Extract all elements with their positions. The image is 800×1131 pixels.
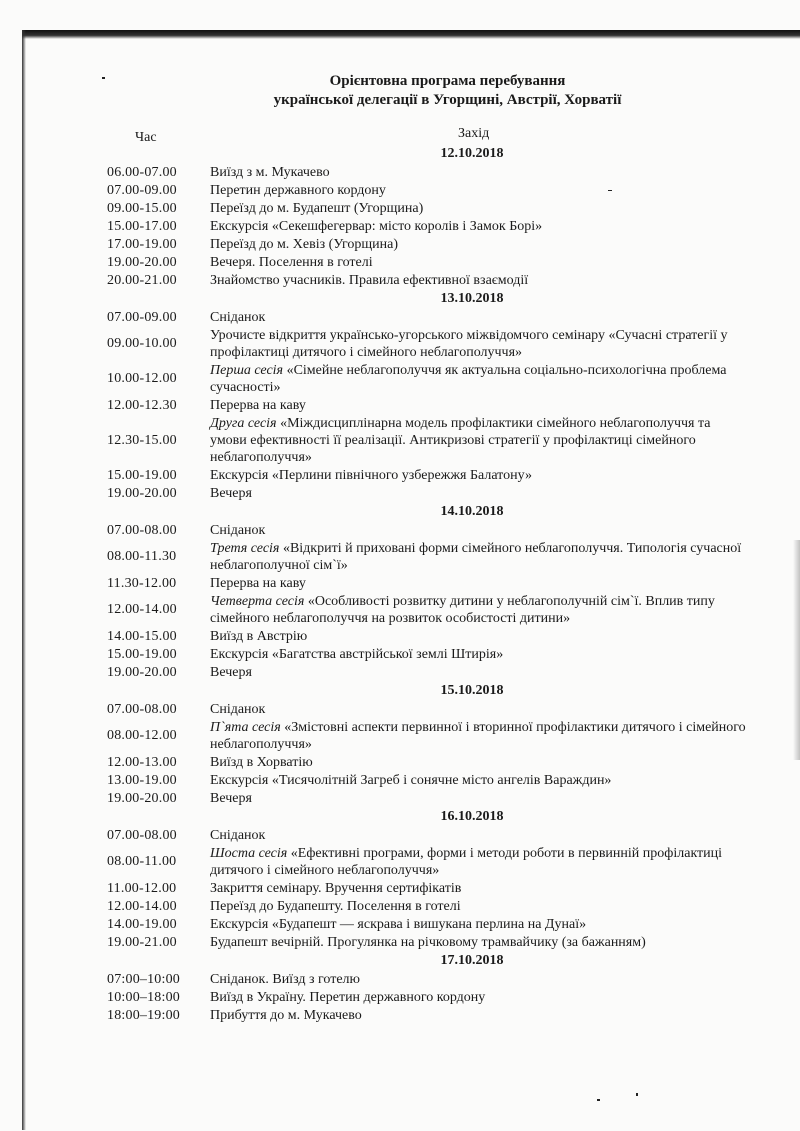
time-slot: 12.00-14.00 [107,898,177,914]
time-slot: 08.00-12.00 [107,728,177,743]
event-description [210,414,747,466]
schedule-row [107,718,747,753]
scan-shadow-top [22,30,800,39]
time-slot: 19.00-21.00 [107,934,177,950]
schedule-row [107,574,747,592]
event-text: Екскурсія «Багатства австрійської землі Штирія» [210,646,504,662]
time-slot: 09.00-10.00 [107,336,177,351]
column-header-time: Час [135,130,157,145]
event-text: Закриття семінару. Вручення сертифікатів [210,880,462,896]
schedule-row [107,326,747,361]
schedule-row [107,663,747,681]
time-slot: 14.00-15.00 [107,628,177,644]
schedule-row [107,253,747,271]
title-line-2: української делегації в Угорщині, Австрії, Хорватії [273,92,622,108]
schedule-row [107,361,747,396]
event-text: Переїзд до м. Хевіз (Угорщина) [210,236,399,252]
event-text: Вечеря [210,485,252,501]
schedule-row [107,539,747,574]
event-text: Сніданок [210,309,266,325]
event-description [210,163,747,181]
scan-shadow-left [22,30,26,1130]
schedule-row [107,592,747,627]
schedule-row [107,826,747,844]
schedule-row [107,627,747,645]
schedule-row [107,217,747,235]
event-description [210,645,747,663]
event-text: Екскурсія «Секешфегервар: місто королів і Замок Борі» [210,218,543,234]
schedule-row [107,414,747,466]
event-text: Сніданок. Виїзд з готелю [210,971,360,987]
time-slot: 20.00-21.00 [107,272,177,288]
event-description [210,181,747,199]
time-slot: 12.00-13.00 [107,754,177,770]
event-text: Екскурсія «Тисячолітній Загреб і сонячне місто ангелів Вараждин» [210,772,612,788]
session-label: Перша сесія [210,362,284,378]
time-slot: 08.00-11.00 [107,854,177,869]
time-slot: 15.00-19.00 [107,646,177,662]
event-text: «Сімейне неблагополуччя як актуальна соціально-психологічна проблема сучасності» [210,362,727,395]
time-slot: 07.00-08.00 [107,827,177,843]
schedule-row [107,271,747,289]
event-text: Вечеря [210,790,252,806]
event-text: Виїзд в Хорватію [210,754,313,770]
event-text: Виїзд в Україну. Перетин державного кордону [210,989,486,1005]
schedule-row [107,700,747,718]
schedule-row [107,181,747,199]
schedule-row [107,308,747,326]
event-description [210,308,747,326]
document-title [0,72,800,110]
event-description [210,326,747,361]
event-description [210,592,747,627]
day-date-heading: 12.10.2018 [440,146,504,161]
schedule-row [107,645,747,663]
event-description [210,826,747,844]
event-description [210,217,747,235]
time-slot: 10:00–18:00 [107,989,180,1005]
event-description [210,879,747,897]
session-label: Третя сесія [210,540,280,556]
event-description [210,771,747,789]
schedule-row [107,897,747,915]
schedule-row [107,199,747,217]
event-text: Сніданок [210,522,266,538]
event-description [210,718,747,753]
event-text: «Міждисциплінарна модель профілактики сімейного неблагополуччя та умови ефективності її реалізації. Антикризові стратегії у профілактиці сімейного неблагополуччя» [210,415,711,465]
event-description [210,199,747,217]
time-slot: 15.00-17.00 [107,218,177,234]
day-date-heading: 16.10.2018 [440,809,504,824]
event-text: Вечеря [210,664,252,680]
time-slot: 12.00-14.00 [107,602,177,617]
time-slot: 17.00-19.00 [107,236,177,252]
event-text: Виїзд з м. Мукачево [210,164,330,180]
event-description [210,521,747,539]
day-date-heading: 17.10.2018 [440,953,504,968]
event-description [210,915,747,933]
event-description [210,789,747,807]
event-description [210,933,747,951]
event-description [210,700,747,718]
event-description [210,574,747,592]
event-text: «Відкриті й приховані форми сімейного неблагополуччя. Типологія сучасної неблагополучної сім`ї» [210,540,742,573]
day-date-heading: 14.10.2018 [440,504,504,519]
schedule-row [107,915,747,933]
schedule-row [107,844,747,879]
event-text: Перерва на каву [210,397,306,413]
scan-speck [597,1099,600,1101]
day-date-heading: 15.10.2018 [440,683,504,698]
schedule-row [107,970,747,988]
time-slot: 13.00-19.00 [107,772,177,788]
event-description [210,484,747,502]
event-description [210,271,747,289]
day-date-heading: 13.10.2018 [440,291,504,306]
event-description [210,253,747,271]
time-slot: 19.00-20.00 [107,485,177,501]
scan-shadow-right [793,540,800,760]
event-text: Знайомство учасників. Правила ефективної взаємодії [210,272,529,288]
time-slot: 19.00-20.00 [107,664,177,680]
schedule-table [107,144,747,1024]
event-text: Екскурсія «Перлини північного узбережжя Балатону» [210,467,532,483]
event-text: Переїзд до Будапешту. Поселення в готелі [210,898,461,914]
time-slot: 15.00-19.00 [107,467,177,483]
schedule-row [107,879,747,897]
schedule-row [107,771,747,789]
event-text: «Особливості розвитку дитини у неблагополучній сім`ї. Вплив типу сімейного неблагополуччя на розвиток особистості дитини» [210,593,715,626]
schedule-row [107,396,747,414]
event-text: «Змістовні аспекти первинної і вторинної профілактики дитячого і сімейного неблагополуччя» [210,719,746,752]
schedule-row [107,988,747,1006]
event-text: Прибуття до м. Мукачево [210,1007,362,1023]
time-slot: 12.30-15.00 [107,432,177,448]
schedule-row [107,521,747,539]
event-text: Сніданок [210,827,266,843]
schedule-row [107,484,747,502]
session-label: Друга сесія [210,415,277,431]
event-description [210,396,747,414]
event-description [210,466,747,484]
event-text: Виїзд в Австрію [210,628,308,644]
time-slot: 14.00-19.00 [107,916,177,932]
event-description [210,988,747,1006]
event-description [210,897,747,915]
time-slot: 10.00-12.00 [107,371,177,386]
event-description [210,753,747,771]
event-text: Урочисте відкриття українсько-угорського міжвідомчого семінару «Сучасні стратегії у профілактиці дитячого і сімейного неблагополуччя» [210,327,728,360]
event-description [210,539,747,574]
event-description [210,663,747,681]
session-label: П`ята сесія [210,719,281,735]
time-slot: 07.00-08.00 [107,701,177,717]
schedule-row [107,235,747,253]
time-slot: 09.00-15.00 [107,200,177,216]
schedule-row [107,163,747,181]
time-slot: 18:00–19:00 [107,1007,180,1023]
session-label: Четверта сесія [210,593,305,609]
event-text: Сніданок [210,701,266,717]
time-slot: 07.00-09.00 [107,182,177,198]
column-header-event: Захід [458,126,490,141]
time-slot: 07.00-08.00 [107,522,177,538]
event-text: Вечеря. Поселення в готелі [210,254,373,270]
event-description [210,235,747,253]
scan-speck [636,1093,638,1096]
event-description [210,627,747,645]
event-text: Перерва на каву [210,575,306,591]
event-description [210,970,747,988]
time-slot: 06.00-07.00 [107,164,177,180]
time-slot: 12.00-12.30 [107,397,177,413]
event-text: Переїзд до м. Будапешт (Угорщина) [210,200,424,216]
event-text: «Ефективні програми, форми і методи роботи в первинній профілактиці дитячого і сімейного неблагополуччя» [210,845,723,878]
schedule-row [107,466,747,484]
schedule-row [107,933,747,951]
event-description [210,844,747,879]
event-text: Перетин державного кордону [210,182,386,198]
time-slot: 11.30-12.00 [107,575,177,591]
event-description [210,1006,747,1024]
time-slot: 07.00-09.00 [107,309,177,325]
event-text: Будапешт вечірній. Прогулянка на річковому трамвайчику (за бажанням) [210,934,646,950]
schedule-row [107,789,747,807]
schedule-row [107,1006,747,1024]
time-slot: 07:00–10:00 [107,971,180,987]
session-label: Шоста сесія [210,845,288,861]
time-slot: 08.00-11.30 [107,549,177,564]
time-slot: 19.00-20.00 [107,254,177,270]
schedule-row [107,753,747,771]
title-line-1: Орієнтовна програма перебування [329,73,566,89]
time-slot: 11.00-12.00 [107,880,177,896]
time-slot: 19.00-20.00 [107,790,177,806]
event-description [210,361,747,396]
event-text: Екскурсія «Будапешт — яскрава і вишукана перлина на Дунаї» [210,916,587,932]
